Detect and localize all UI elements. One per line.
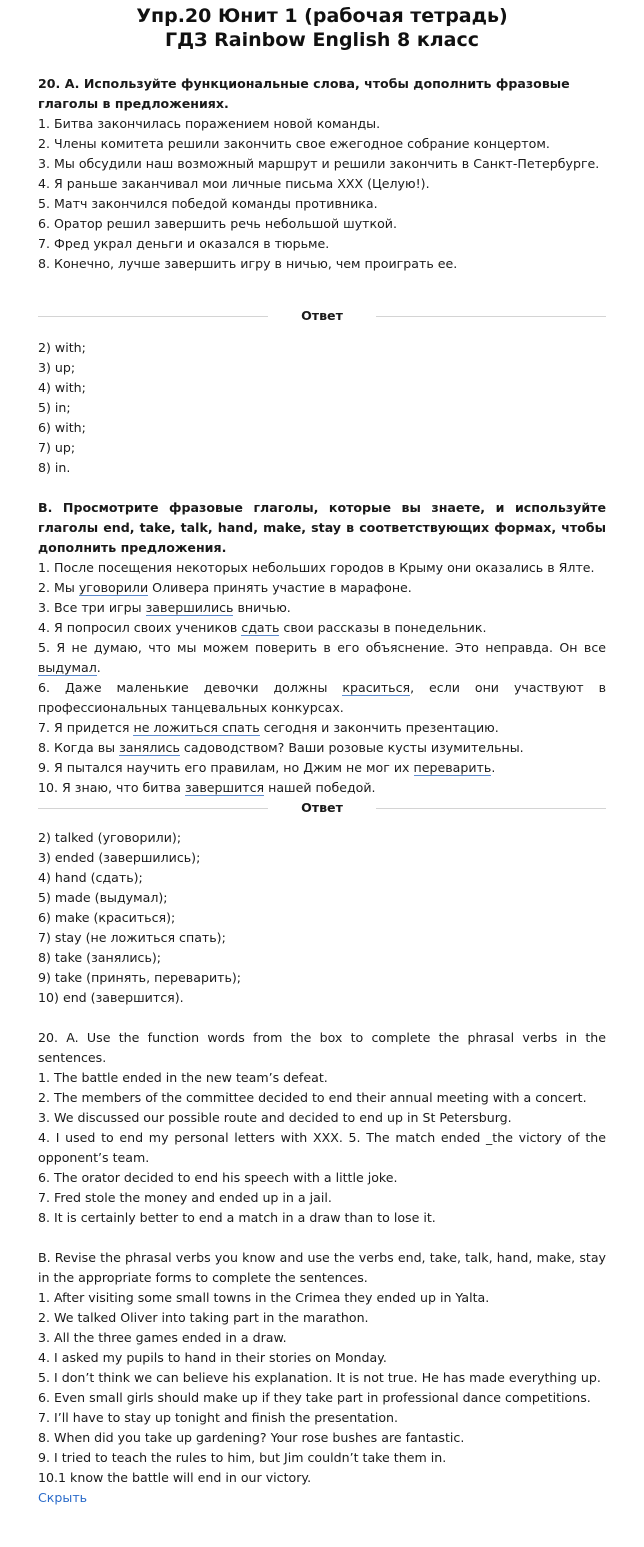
list-item: 10.1 know the battle will end in our victory.: [38, 1470, 312, 1485]
list-item: 9. I tried to teach the rules to him, but Jim couldn’t take them in.: [38, 1450, 447, 1465]
list-item: 5. I don’t think we can believe his explanation. It is not true. He has made everything up.: [38, 1370, 601, 1385]
list-item: 4. I used to end my personal letters with XXX. 5. The match ended _the victory of the opponent’s team.: [38, 1130, 606, 1165]
list-item: 2. Члены комитета решили закончить свое ежегодное собрание концертом.: [38, 136, 550, 151]
answer-item: 4) with;: [38, 380, 86, 395]
list-item: 8. Конечно, лучше завершить игру в ничью, чем проиграть ее.: [38, 256, 458, 271]
list-item: 3. We discussed our possible route and decided to end up in St Petersburg.: [38, 1110, 512, 1125]
answer-item: 7) up;: [38, 440, 76, 455]
list-item: 6. Even small girls should make up if they take part in professional dance competitions.: [38, 1390, 591, 1405]
text: 8. Когда вы: [38, 740, 120, 755]
answer-item: 3) ended (завершились);: [38, 850, 201, 865]
part-b-russian: [38, 498, 606, 798]
list-item: [38, 718, 606, 738]
text: 5. Я не думаю, что мы можем поверить в его объяснение. Это неправда. Он все: [38, 640, 606, 655]
list-item: [38, 618, 606, 638]
highlighted-verb: сдать: [241, 620, 280, 635]
answer-divider-b: [38, 798, 606, 818]
answer-item: 9) take (принять, переварить);: [38, 970, 242, 985]
text: вничью.: [233, 600, 291, 615]
highlighted-verb: переварить: [413, 760, 492, 775]
text: 4. Я попросил своих учеников: [38, 620, 242, 635]
list-item: 5. Матч закончился победой команды противника.: [38, 196, 378, 211]
list-item: 4. I asked my pupils to hand in their stories on Monday.: [38, 1350, 387, 1365]
english-a-heading: 20. A. Use the function words from the box to complete the phrasal verbs in the sentences.: [38, 1030, 606, 1065]
answer-item: 6) with;: [38, 420, 86, 435]
answer-item: 10) end (завершится).: [38, 990, 184, 1005]
answer-item: 4) hand (сдать);: [38, 870, 143, 885]
list-item: 7. I’ll have to stay up tonight and finish the presentation.: [38, 1410, 399, 1425]
answer-item: 8) take (занялись);: [38, 950, 162, 965]
list-item: 1. Битва закончилась поражением новой команды.: [38, 116, 381, 131]
list-item: 7. Фред украл деньги и оказался в тюрьме.: [38, 236, 330, 251]
list-item: 3. All the three games ended in a draw.: [38, 1330, 287, 1345]
answer-item: 8) in.: [38, 460, 71, 475]
list-item: 1. После посещения некоторых небольших городов в Крыму они оказались в Ялте.: [38, 560, 595, 575]
list-item: [38, 758, 606, 778]
text: сегодня и закончить презентацию.: [259, 720, 499, 735]
text: 3. Все три игры: [38, 600, 146, 615]
title-line-2: ГДЗ Rainbow English 8 класс: [164, 29, 480, 51]
text: .: [96, 660, 101, 675]
title-line-1: Упр.20 Юнит 1 (рабочая тетрадь): [136, 5, 508, 27]
part-a-answers: [38, 338, 606, 478]
text: 7. Я придется: [38, 720, 134, 735]
part-a-russian: [38, 74, 606, 274]
highlighted-verb: завершились: [145, 600, 234, 615]
list-item: [38, 738, 606, 758]
answer-item: 3) up;: [38, 360, 76, 375]
part-b-heading: B. Просмотрите фразовые глаголы, которые вы знаете, и используйте глаголы end, take, talk, hand, make, stay в соответствующих формах, чтобы дополнить предложения.: [38, 500, 606, 555]
list-item: 6. The orator decided to end his speech with a little joke.: [38, 1170, 398, 1185]
part-b-english: [38, 1248, 606, 1488]
answer-item: 2) talked (уговорили);: [38, 830, 182, 845]
list-item: [38, 578, 606, 598]
text: садоводством? Ваши розовые кусты изумительны.: [179, 740, 524, 755]
divider-rule: [38, 808, 268, 809]
answer-item: 7) stay (не ложиться спать);: [38, 930, 226, 945]
page-title: [38, 0, 606, 52]
highlighted-verb: занялись: [119, 740, 180, 755]
list-item: 1. The battle ended in the new team’s defeat.: [38, 1070, 328, 1085]
part-a-english: [38, 1028, 606, 1228]
highlighted-verb: краситься: [342, 680, 411, 695]
list-item: 3. Мы обсудили наш возможный маршрут и решили закончить в Санкт-Петербурге.: [38, 156, 600, 171]
text: Оливера принять участие в марафоне.: [148, 580, 412, 595]
text: нашей победой.: [264, 780, 376, 795]
part-a-heading: 20. A. Используйте функциональные слова, чтобы дополнить фразовые глаголы в предложениях.: [38, 76, 570, 111]
answer-item: 5) in;: [38, 400, 71, 415]
list-item: [38, 778, 606, 798]
list-item: 8. It is certainly better to end a match in a draw than to lose it.: [38, 1210, 436, 1225]
text: .: [491, 760, 496, 775]
answer-divider-a: [38, 306, 606, 326]
answer-item: 5) made (выдумал);: [38, 890, 168, 905]
divider-rule: [38, 316, 268, 317]
english-b-heading: B. Revise the phrasal verbs you know and use the verbs end, take, talk, hand, make, stay in the appropriate forms to complete the sentences.: [38, 1250, 606, 1285]
list-item: [38, 638, 606, 678]
answer-label: Ответ: [301, 308, 343, 323]
highlighted-verb: не ложиться спать: [133, 720, 260, 735]
answer-item: 2) with;: [38, 340, 86, 355]
text: 6. Даже маленькие девочки должны: [38, 680, 343, 695]
highlighted-verb: завершится: [184, 780, 265, 795]
list-item: 4. Я раньше заканчивал мои личные письма XXX (Целую!).: [38, 176, 430, 191]
text: , если они участвуют в профессиональных танцевальных конкурсах.: [38, 680, 606, 715]
text: 9. Я пытался научить его правилам, но Джим не мог их: [38, 760, 414, 775]
hide-link[interactable]: Скрыть: [38, 1490, 88, 1505]
part-b-answers: [38, 828, 606, 1008]
text: 2. Мы: [38, 580, 79, 595]
list-item: 7. Fred stole the money and ended up in a jail.: [38, 1190, 332, 1205]
list-item: 1. After visiting some small towns in the Crimea they ended up in Yalta.: [38, 1290, 490, 1305]
answer-label: Ответ: [301, 800, 343, 815]
document: [38, 0, 606, 1508]
list-item: 6. Оратор решил завершить речь небольшой шуткой.: [38, 216, 397, 231]
highlighted-verb: уговорили: [78, 580, 149, 595]
list-item: 2. We talked Oliver into taking part in the marathon.: [38, 1310, 369, 1325]
list-item: [38, 598, 606, 618]
highlighted-verb: выдумал: [38, 660, 97, 675]
divider-rule: [376, 808, 606, 809]
answer-item: 6) make (краситься);: [38, 910, 176, 925]
list-item: 8. When did you take up gardening? Your rose bushes are fantastic.: [38, 1430, 465, 1445]
divider-rule: [376, 316, 606, 317]
list-item: [38, 678, 606, 718]
text: свои рассказы в понедельник.: [279, 620, 487, 635]
list-item: 2. The members of the committee decided to end their annual meeting with a concert.: [38, 1090, 587, 1105]
text: 10. Я знаю, что битва: [38, 780, 185, 795]
